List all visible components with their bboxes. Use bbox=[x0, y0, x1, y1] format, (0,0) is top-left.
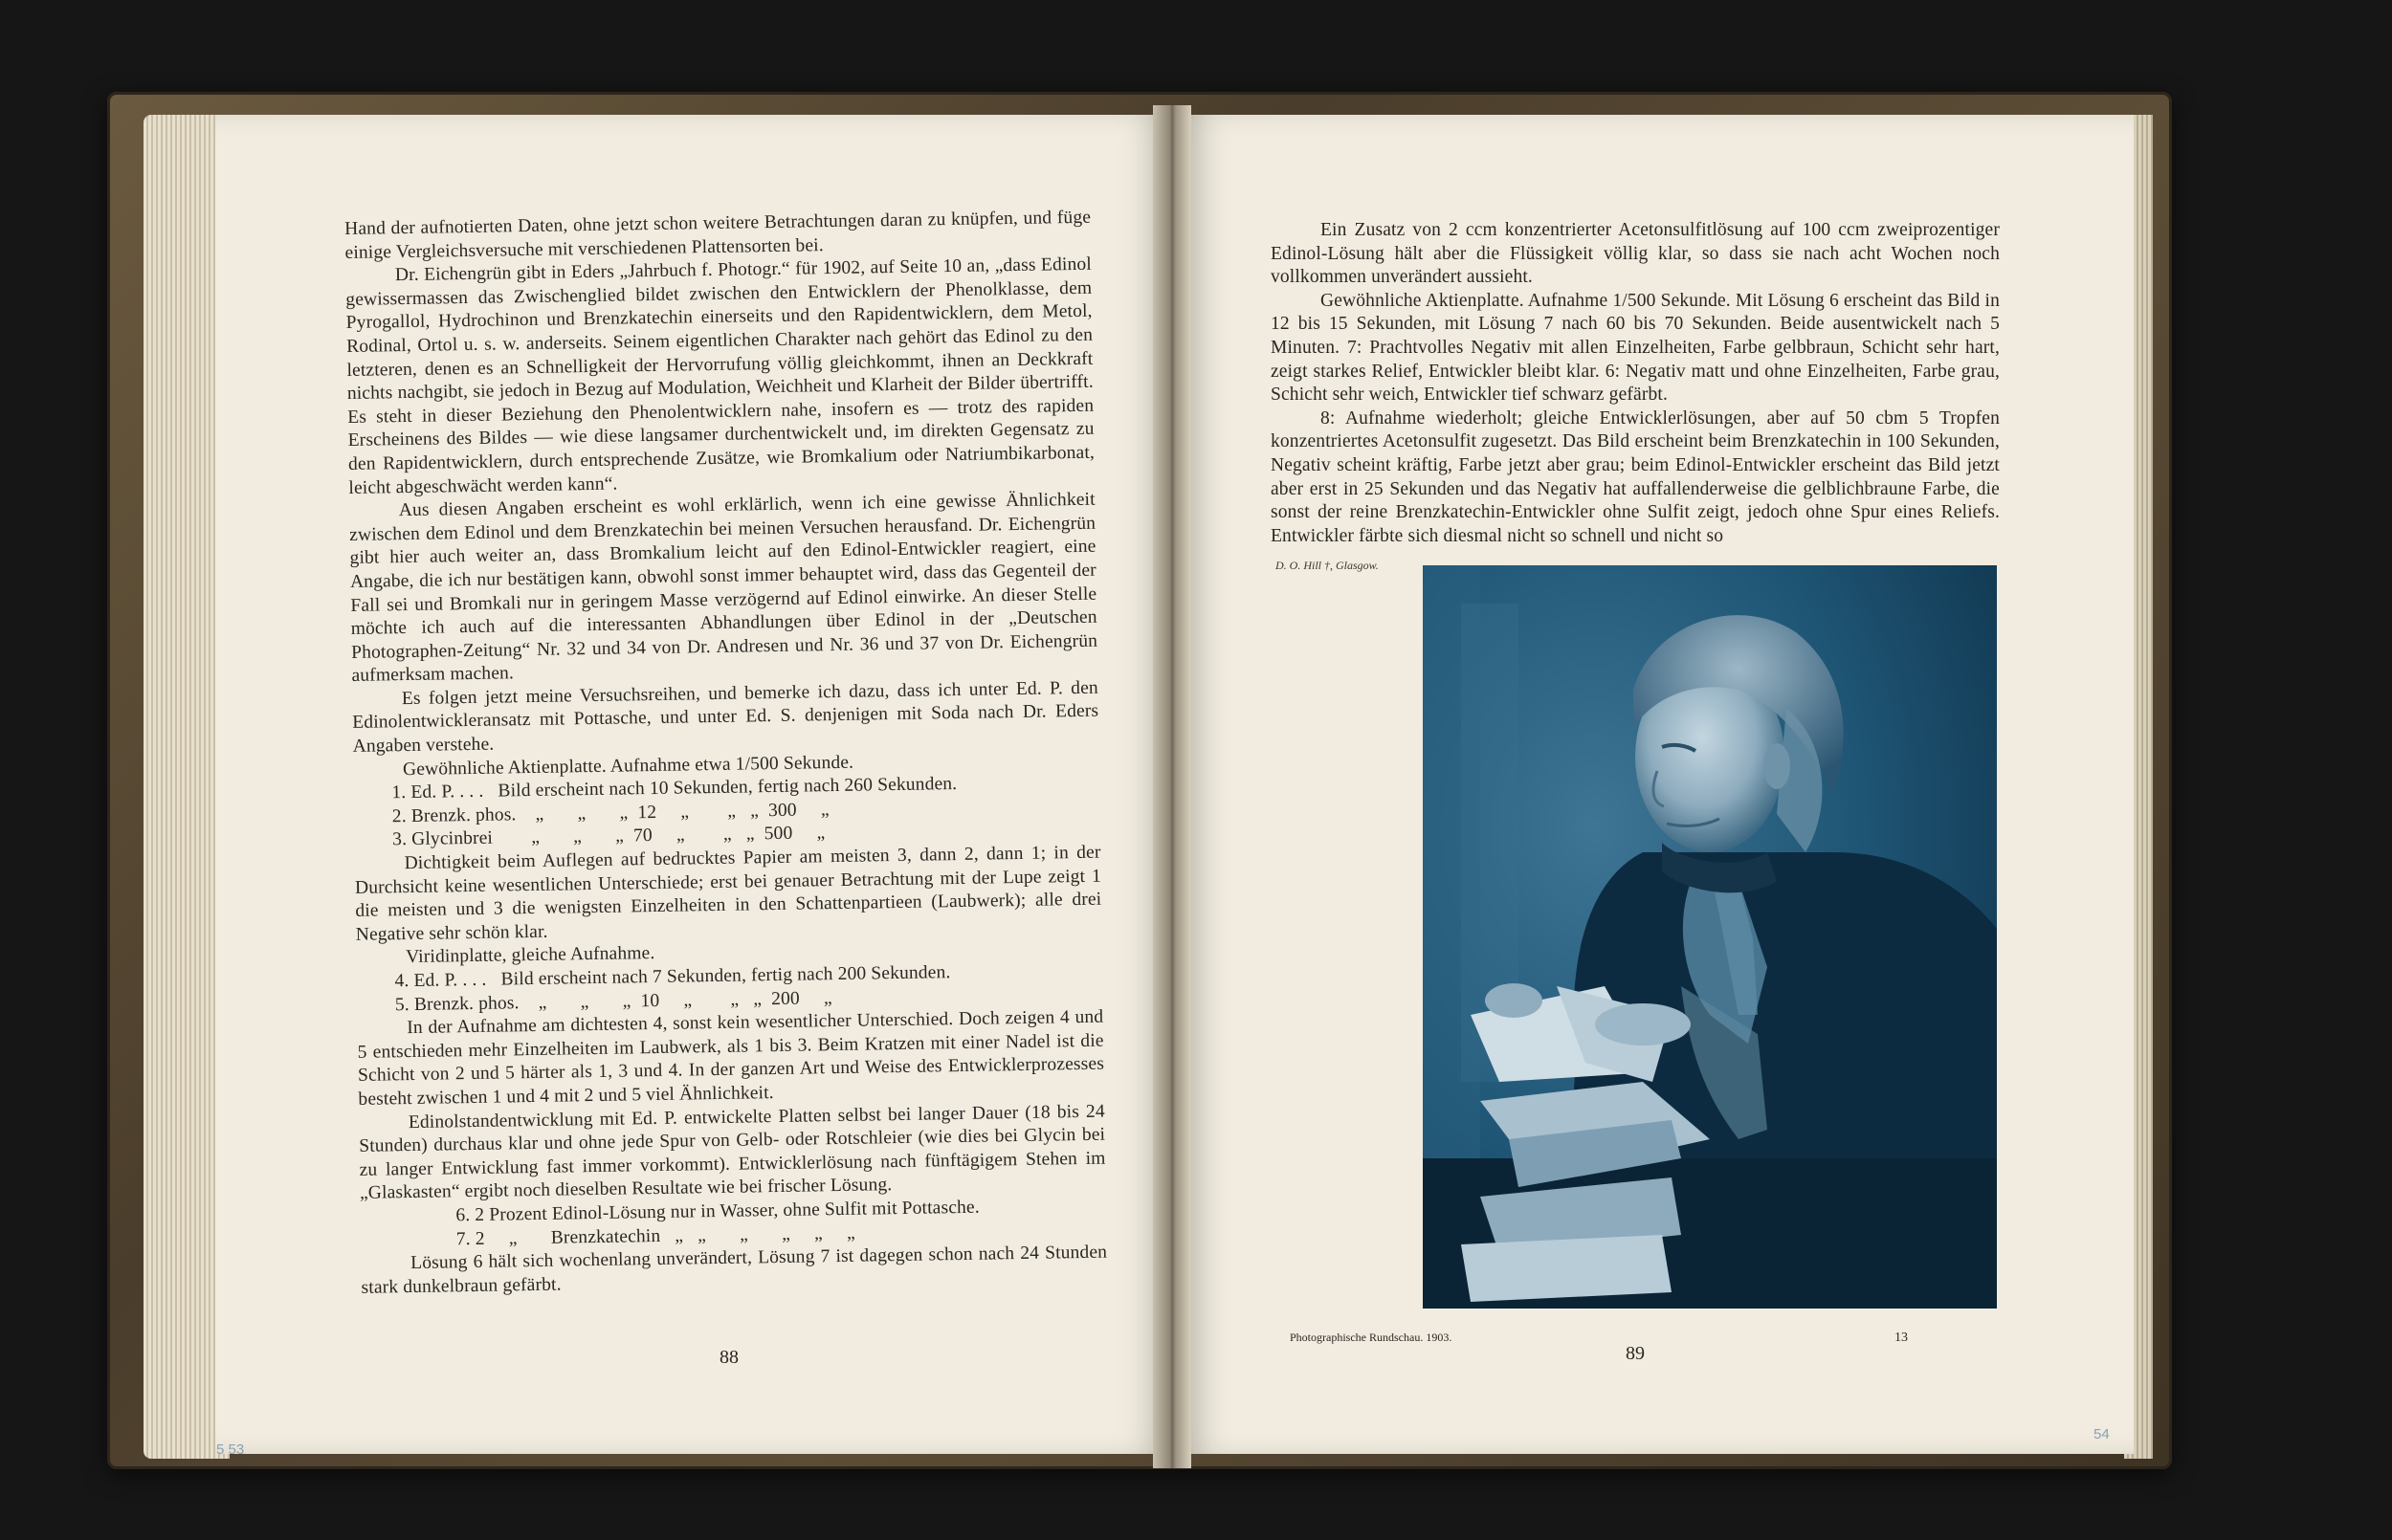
paragraph: Gewöhnliche Aktienplatte. Aufnahme etwa 1/500 Sekunde. bbox=[402, 752, 854, 780]
paragraph: Hand der aufnotierten Daten, ohne jetzt schon weitere Betrachtungen daran zu knüpfen, und füge einige Vergleichsversuche mit verschiedenen Plattensorten bei. bbox=[344, 207, 1092, 263]
left-page-text bbox=[344, 207, 1108, 1300]
book-gutter bbox=[1153, 105, 1191, 1468]
pencil-mark-left: 5 53 bbox=[216, 1441, 245, 1458]
results-row: 3. Glycinbrei „ „ „ 70 „ „ „ 500 „ bbox=[392, 823, 826, 850]
page-number-right: 89 bbox=[1626, 1343, 1645, 1364]
paragraph: Dichtigkeit beim Auflegen auf bedrucktes Papier am meisten 3, dann 2, dann 1; in der Durchsicht keine wesentlichen Unterschiede; erst bei genauer Betrachtung mit der Lupe zeigt 1 die meisten und 3 die wenigsten Einzelheiten in den Schattenpartieen (Laubwerk); alle drei Negative sehr schön klar. bbox=[354, 842, 1102, 945]
paragraph: Aus diesen Angaben erscheint es wohl erklärlich, wenn ich eine gewisse Ähnlichkeit zwischen dem Edinol und dem Brenzkatechin bei meinen Versuchen herausfand. Dr. Eichengrün gibt hier auch weiter an, dass Bromkalium leicht auf den Edinol-Entwickler reagiert, eine Angabe, die ich nur bestätigen kann, obwohl sonst immer behauptet wird, dass das Gegenteil der Fall sei und Bromkali nur in geringem Masse verzögernd auf Edinol einwirke. An dieser Stelle möchte ich auch auf die interessanten Abhandlungen über Edinol in der „Deutschen Photographen-Zeitung“ Nr. 32 und 34 von Dr. Andresen und Nr. 36 und 37 von Dr. Eichengrün aufmerksam machen. bbox=[349, 489, 1098, 687]
results-row: 5. Brenzk. phos. „ „ „ 10 „ „ „ 200 „ bbox=[394, 987, 832, 1015]
results-row: 2. Brenzk. phos. „ „ „ 12 „ „ „ 300 „ bbox=[391, 799, 830, 827]
paragraph: Viridinplatte, gleiche Aufnahme. bbox=[405, 943, 655, 968]
paragraph: In der Aufnahme am dichtesten 4, sonst kein wesentlicher Unterschied. Doch zeigen 4 und 5 entschieden mehr Einzelheiten im Laubwerk, als 1 bis 3. Beim Kratzen mit einer Nadel ist die Schicht von 2 und 5 härter als 1, 3 und 4. In der ganzen Art und Weise des Entwicklerprozesses besteht zwischen 1 und 4 mit 2 und 5 viel Ähnlichkeit. bbox=[357, 1006, 1105, 1110]
right-page-text bbox=[1271, 219, 2000, 548]
portrait-photograph bbox=[1423, 565, 1997, 1309]
paragraph: Ein Zusatz von 2 ccm konzentrierter Acetonsulfitlösung auf 100 ccm zweiprozentiger Edinol-Lösung hält aber die Flüssigkeit völlig klar, so dass sie nach acht Wochen noch vollkommen unverändert aussieht. bbox=[1271, 220, 2000, 288]
signature-mark: 13 bbox=[1894, 1331, 1908, 1345]
results-row: 1. Ed. P. . . . Bild erscheint nach 10 Sekunden, fertig nach 260 Sekunden. bbox=[391, 774, 958, 803]
paragraph: 8: Aufnahme wiederholt; gleiche Entwicklerlösungen, aber auf 50 cbm 5 Tropfen konzentriertes Acetonsulfit zugesetzt. Das Bild erscheint beim Brenzkatechin in 100 Sekunden, Negativ scheint kräftig, Farbe jetzt aber grau; beim Edinol-Entwickler erscheint das Bild jetzt aber erst in 25 Sekunden und das Negativ hat auffallenderweise die gelblichbraune Farbe, die sonst der reine Brenzkatechin-Entwickler ohne Sulfit zeigt, jedoch ohne Spur eines Reliefs. Entwickler färbte sich diesmal nicht so schnell und nicht so bbox=[1271, 407, 2000, 546]
results-row: 4. Ed. P. . . . Bild erscheint nach 7 Sekunden, fertig nach 200 Sekunden. bbox=[394, 962, 951, 992]
page-number-left: 88 bbox=[720, 1347, 739, 1368]
paragraph: Dr. Eichengrün gibt in Eders „Jahrbuch f. Photogr.“ für 1902, auf Seite 10 an, „dass Edinol gewissermassen das Zwischenglied bildet zwischen den Entwicklern der Phenolklasse, dem Pyrogallol, Hydrochinon und Brenzkatechin einerseits und den Rapidentwicklern, dem Metol, Rodinal, Ortol u. s. w. anderseits. Seinem eigentlichen Charakter nach gehört das Edinol zu den letzteren, denen es an Schnelligkeit der Hervorrufung völlig gleichkommt, ihnen an Deckkraft nichts nachgibt, sie jedoch in Bezug auf Modulation, Weichheit und Klarheit der Bilder übertrifft. Es steht in dieser Beziehung den Phenolentwicklern nahe, insofern es — trotz des rapiden Erscheinens des Bildes — wie diese langsamer durchentwickelt und, im direkten Gegensatz zu den Rapidentwicklern, durch entsprechende Zusätze, wie Bromkalium oder Natriumbikarbonat, leicht abgeschwächt werden kann“. bbox=[345, 253, 1096, 498]
paragraph: Es folgen jetzt meine Versuchsreihen, und bemerke ich dazu, dass ich unter Ed. P. den Edinolentwickleransatz mit Pottasche, und unter Ed. S. denjenigen mit Soda nach Dr. Eders Angaben verstehe. bbox=[352, 677, 1099, 757]
solution-row: 7. 2 „ Brenzkatechin „ „ „ „ „ „ bbox=[455, 1222, 856, 1249]
paragraph: Gewöhnliche Aktienplatte. Aufnahme 1/500 Sekunde. Mit Lösung 6 erscheint das Bild in 12 bis 15 Sekunden, mit Lösung 7 nach 60 bis 70 Sekunden. Beide ausentwickelt nach 5 Minuten. 7: Prachtvolles Negativ mit allen Einzelheiten, Farbe gelbbraun, Schicht sehr hart, zeigt starkes Relief, Entwickler bleibt klar. 6: Negativ matt und ohne Einzelheiten, Farbe grau, Schicht sehr weich, Entwickler tief schwarz gefärbt. bbox=[1271, 290, 2000, 406]
paragraph: Edinolstandentwicklung mit Ed. P. entwickelte Platten selbst bei langer Dauer (18 bis 24 Stunden) durchaus klar und ohne jede Spur von Gelb- oder Rotschleier (wie dies bei Glycin bei zu langer Entwicklung fast immer vorkommt). Entwicklerlösung nach fünftägigem Stehen im „Glaskasten“ ergibt noch dieselben Resultate wie bei frischer Lösung. bbox=[359, 1101, 1106, 1204]
pencil-mark-right: 54 bbox=[2093, 1426, 2110, 1442]
photo-credit: D. O. Hill †, Glasgow. bbox=[1275, 559, 1379, 572]
portrait-image bbox=[1423, 565, 1997, 1309]
solution-row: 6. 2 Prozent Edinol-Lösung nur in Wasser, ohne Sulfit mit Pottasche. bbox=[455, 1197, 980, 1226]
running-footer: Photographische Rundschau. 1903. bbox=[1290, 1331, 1452, 1344]
paragraph: Lösung 6 hält sich wochenlang unverändert, Lösung 7 ist dagegen schon nach 24 Stunden stark dunkelbraun gefärbt. bbox=[361, 1242, 1108, 1298]
